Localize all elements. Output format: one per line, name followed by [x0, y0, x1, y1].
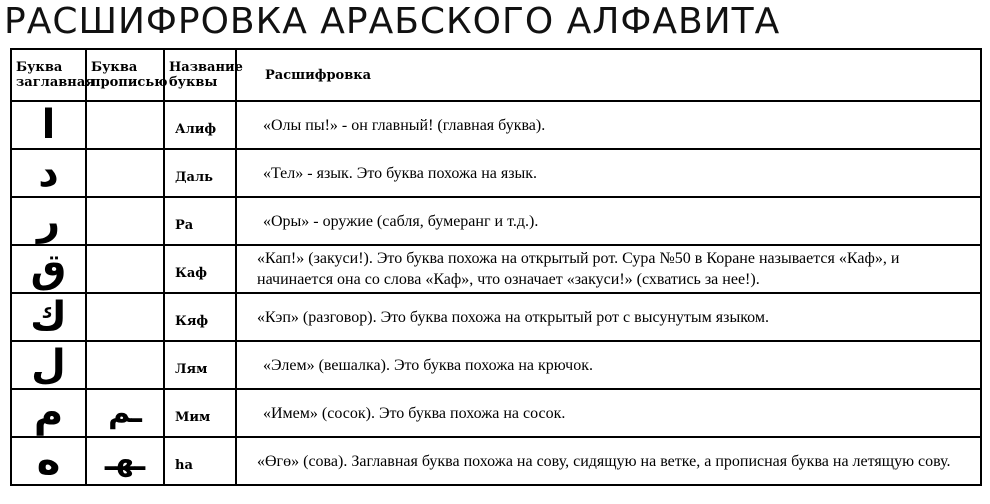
capital-letter: د	[38, 150, 59, 196]
table-row	[11, 101, 981, 149]
letter-description: «Оры» - оружие (сабля, бумеранг и т.д.).	[236, 197, 981, 245]
capital-letter: ل	[31, 342, 66, 388]
header-lowercase: Буква прописью	[86, 49, 164, 101]
capital-letter: ر	[36, 198, 61, 244]
lowercase-letter: ـم	[108, 395, 142, 430]
letter-description: «Өгө» (сова). Заглавная буква похожа на сову, сидящую на ветке, а прописная буква на летящую сову.	[236, 437, 981, 485]
letter-name: Мим	[164, 389, 236, 437]
capital-letter: ك	[30, 294, 67, 340]
letter-name: Ра	[164, 197, 236, 245]
table-row	[11, 197, 981, 245]
lowercase-letter: ـهـ	[104, 443, 146, 478]
letter-name: hа	[164, 437, 236, 485]
letter-name: Алиф	[164, 101, 236, 149]
letter-name: Каф	[164, 245, 236, 293]
capital-letter: ق	[30, 246, 67, 292]
letter-description: «Кап!» (закуси!). Это буква похожа на открытый рот. Сура №50 в Коране называется «Каф», и начинается она со слова «Каф», что означает «закуси!» (схватись за нее!).	[236, 245, 981, 293]
table-row	[11, 341, 981, 389]
table-row	[11, 389, 981, 437]
capital-letter: ه	[36, 438, 61, 484]
capital-letter: م	[33, 390, 64, 436]
letter-name: Лям	[164, 341, 236, 389]
header-description: Расшифровка	[236, 49, 981, 101]
page-title: РАСШИФРОВКА АРАБСКОГО АЛФАВИТА	[4, 1, 781, 42]
table-body	[11, 101, 981, 485]
table-row	[11, 149, 981, 197]
capital-letter: ا	[41, 102, 56, 148]
letter-description: «Элем» (вешалка). Это буква похожа на крючок.	[236, 341, 981, 389]
letter-description: «Имем» (сосок). Это буква похожа на сосок.	[236, 389, 981, 437]
header-name: Название буквы	[164, 49, 236, 101]
letter-description: «Тел» - язык. Это буква похожа на язык.	[236, 149, 981, 197]
letter-name: Даль	[164, 149, 236, 197]
table-row	[11, 437, 981, 485]
table-header-row	[11, 49, 981, 101]
letter-description: «Олы пы!» - он главный! (главная буква).	[236, 101, 981, 149]
alphabet-table	[10, 48, 982, 486]
letter-description: «Кэп» (разговор). Это буква похожа на открытый рот с высунутым языком.	[236, 293, 981, 341]
letter-name: Кяф	[164, 293, 236, 341]
table-row	[11, 245, 981, 293]
header-capital: Буква заглавная	[11, 49, 86, 101]
table-row	[11, 293, 981, 341]
